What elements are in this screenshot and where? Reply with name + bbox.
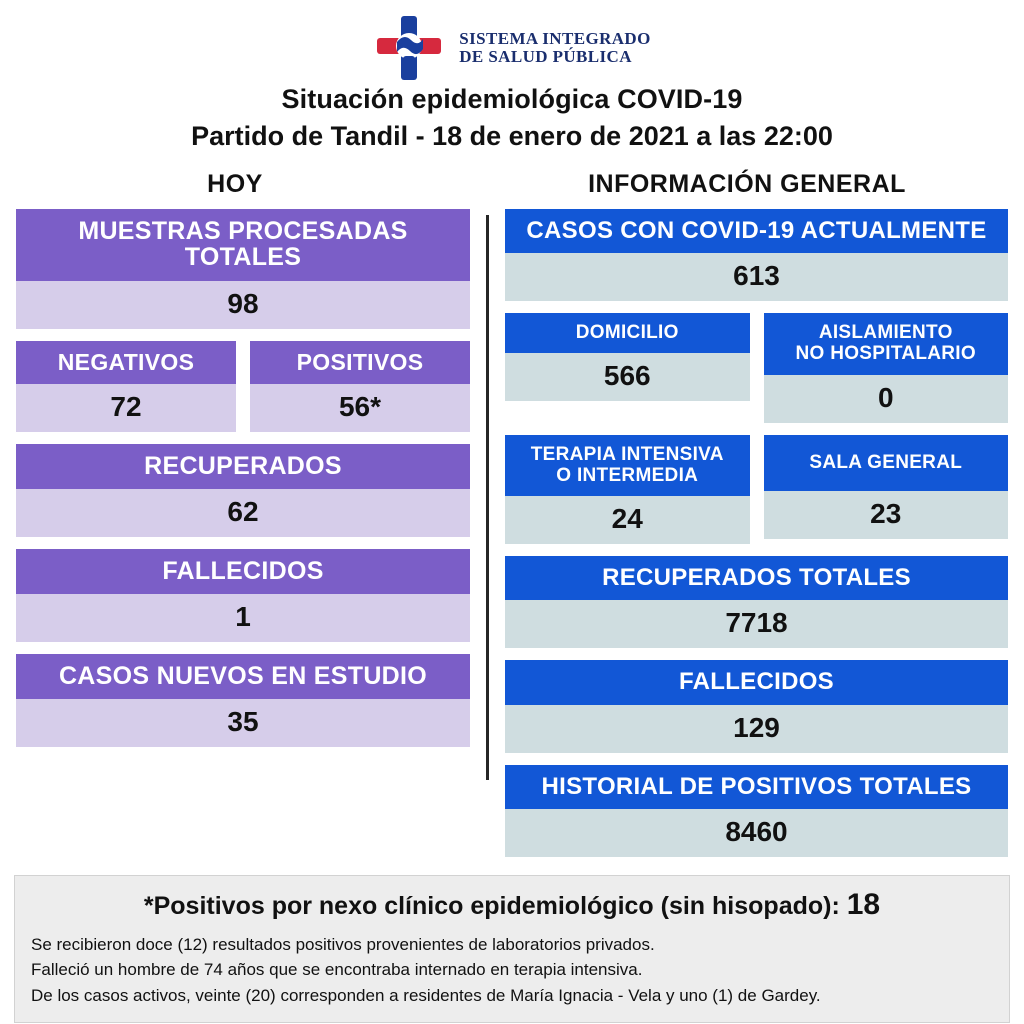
heading-informacion-general: INFORMACIÓN GENERAL: [588, 170, 906, 198]
stat-label: MUESTRAS PROCESADAS TOTALES: [16, 209, 470, 281]
stat-negativos: [16, 341, 236, 432]
stat-label: NEGATIVOS: [16, 341, 236, 384]
logo-text-line2: DE SALUD PÚBLICA: [459, 47, 632, 66]
footnote-line: Falleció un hombre de 74 años que se encontraba internado en terapia intensiva.: [31, 960, 643, 980]
column-headings: [0, 170, 1024, 199]
stat-label: [505, 435, 750, 497]
stat-label: SALA GENERAL: [764, 435, 1009, 491]
footnote-title-value: 18: [846, 887, 881, 921]
stat-pair-negativos-positivos: [16, 341, 470, 432]
stat-label: FALLECIDOS: [505, 660, 1008, 704]
stat-value: 62: [16, 489, 470, 537]
logo-text-line1: SISTEMA INTEGRADO: [459, 28, 651, 48]
stat-historial-positivos-totales: [505, 765, 1008, 857]
stat-value: 1: [16, 594, 470, 642]
stat-value: 129: [505, 705, 1008, 753]
stat-label-line1: TERAPIA INTENSIVA: [530, 443, 724, 465]
stat-label: CASOS NUEVOS EN ESTUDIO: [16, 654, 470, 699]
stat-label: FALLECIDOS: [16, 549, 470, 594]
stat-label-line1: AISLAMIENTO: [818, 322, 953, 344]
stat-recuperados: [16, 444, 470, 537]
stat-value: 7718: [505, 600, 1008, 648]
heading-hoy: HOY: [207, 170, 263, 198]
column-divider: [486, 215, 489, 780]
footnote-title: [31, 888, 993, 922]
stat-value: 8460: [505, 809, 1008, 857]
stat-label: RECUPERADOS TOTALES: [505, 556, 1008, 600]
stat-value: 566: [505, 353, 750, 401]
stat-positivos: [250, 341, 470, 432]
logo-header: [0, 0, 1024, 78]
stat-fallecidos-hoy: [16, 549, 470, 642]
footnote-line: De los casos activos, veinte (20) corresponden a residentes de María Ignacia - Vela y uno (1) de Gardey.: [31, 985, 821, 1005]
stat-casos-actualmente: [505, 209, 1008, 301]
stat-label: [764, 313, 1009, 375]
stat-fallecidos-totales: [505, 660, 1008, 752]
health-cross-logo-icon: [373, 12, 445, 84]
footnote-title-text: *Positivos por nexo clínico epidemiológico (sin hisopado):: [143, 891, 840, 920]
stat-label: DOMICILIO: [505, 313, 750, 353]
stat-pair-terapia-sala: [505, 435, 1008, 545]
title-line-1: Situación epidemiológica COVID-19: [281, 84, 743, 114]
stat-label: HISTORIAL DE POSITIVOS TOTALES: [505, 765, 1008, 809]
stat-value: 56*: [250, 384, 470, 432]
stat-label: CASOS CON COVID-19 ACTUALMENTE: [505, 209, 1008, 253]
stat-casos-nuevos-en-estudio: [16, 654, 470, 747]
stat-sala-general: [764, 435, 1009, 545]
column-informacion-general: [505, 209, 1008, 869]
stat-label-line2: O INTERMEDIA: [556, 464, 699, 486]
stat-value: 23: [764, 491, 1009, 539]
stat-value: 613: [505, 253, 1008, 301]
stat-value: 24: [505, 496, 750, 544]
stat-pair-domicilio-aislamiento: [505, 313, 1008, 423]
footnote-panel: [14, 875, 1010, 1023]
footnote-line: Se recibieron doce (12) resultados positivos provenientes de laboratorios privados.: [31, 934, 655, 954]
stat-label: RECUPERADOS: [16, 444, 470, 489]
stat-terapia-intensiva-o-intermedia: [505, 435, 750, 545]
column-hoy: [16, 209, 470, 869]
stat-label: POSITIVOS: [250, 341, 470, 384]
stat-domicilio: [505, 313, 750, 423]
stats-columns: [0, 209, 1024, 869]
stat-value: 98: [16, 281, 470, 329]
stat-value: 72: [16, 384, 236, 432]
page-title: [0, 84, 1024, 152]
stat-muestras-procesadas-totales: [16, 209, 470, 329]
stat-value: 0: [764, 375, 1009, 423]
stat-value: 35: [16, 699, 470, 747]
stat-label-line2: NO HOSPITALARIO: [795, 343, 976, 365]
title-line-2: Partido de Tandil - 18 de enero de 2021 a las 22:00: [191, 121, 833, 151]
stat-recuperados-totales: [505, 556, 1008, 648]
logo-text: [459, 30, 650, 67]
stat-aislamiento-no-hospitalario: [764, 313, 1009, 423]
